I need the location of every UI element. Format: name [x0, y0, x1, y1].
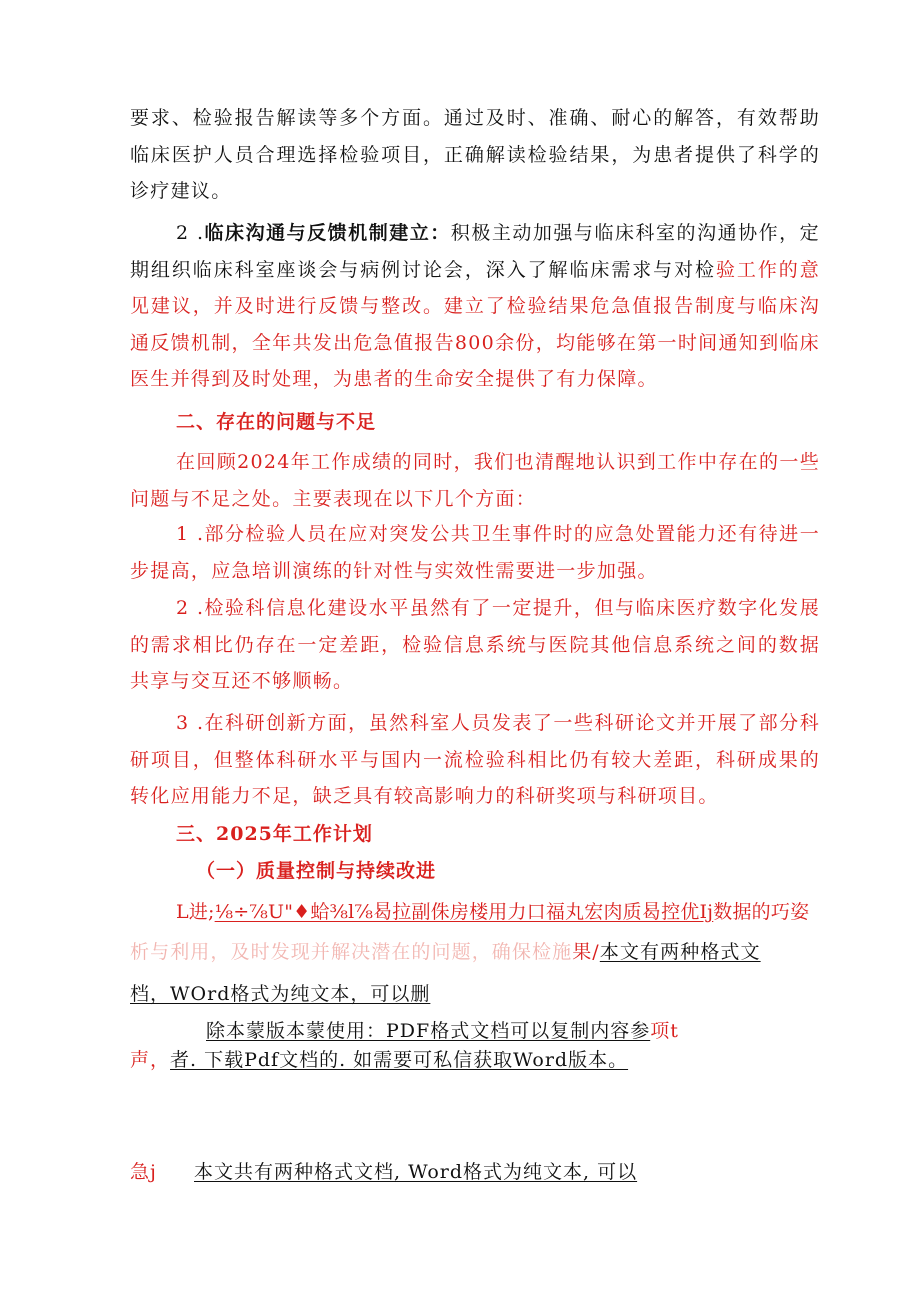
garbled-line: L进;⅛÷⅞U"♦蛤⅜l⅞曷拉副侏房楼用力口福丸宏肉质曷控优Ij数据的巧姿	[176, 901, 810, 923]
paragraph-problems-intro: 在回顾2024年工作成绩的同时，我们也清醒地认识到工作中存在的一些问题与不足之处。主要表现在以下几个方面：	[130, 451, 820, 510]
subsection-heading-quality: （一）质量控制与持续改进	[196, 860, 437, 882]
section-heading-plan: 三、2025年工作计划	[176, 823, 373, 845]
format-notice: 本文有两种格式文	[599, 941, 761, 963]
format-notice-line-4: 声，者. 下载Pdf文档的. 如需要可私信获取Word版本。	[130, 1049, 629, 1071]
problem-item-1: 1 .部分检验人员在应对突发公共卫生事件时的应急处置能力还有待进一步提高，应急培训演练的针对性与实效性需要进一步加强。	[130, 523, 820, 582]
item-title: 临床沟通与反馈机制建立：	[204, 222, 451, 244]
format-notice-line-3: 除本蒙版本蒙使用：PDF格式文档可以复制内容参项t	[206, 1020, 679, 1042]
problem-item-2: 2 .检验科信息化建设水平虽然有了一定提升，但与临床医疗数字化发展的需求相比仍存在一定差距，检验信息系统与医院其他信息系统之间的数据共享与交互还不够顺畅。	[130, 597, 820, 692]
paragraph-clinical-communication: 2 .临床沟通与反馈机制建立：积极主动加强与临床科室的沟通协作，定期组织临床科室座谈会与病例讨论会，深入了解临床需求与对检验工作的意见建议，并及时进行反馈与整改。建立了检验结果危急值报告制度与临床沟通反馈机制，全年共发出危急值报告800余份，均能够在第一时间通知到临床医生并得到及时处理，为患者的生命安全提供了有力保障。	[130, 222, 820, 390]
problem-item-3: 3 .在科研创新方面，虽然科室人员发表了一些科研论文并开展了部分科研项目，但整体科研水平与国内一流检验科相比仍有较大差距，科研成果的转化应用能力不足，缺乏具有较高影响力的科研奖项与科研项目。	[130, 712, 820, 807]
format-notice-line-2: 档，WOrd格式为纯文本，可以删	[130, 983, 431, 1005]
item-number: 2 .	[176, 222, 205, 244]
format-notice-line-5: 急j 本文共有两种格式文档, Word格式为纯文本, 可以	[130, 1161, 638, 1183]
section-heading-problems: 二、存在的问题与不足	[176, 411, 377, 433]
faded-line: 析与利用，及时发现并解决潜在的问题，确保检施果/本文有两种格式文	[130, 941, 761, 963]
paragraph-consultation-end: 要求、检验报告解读等多个方面。通过及时、准确、耐心的解答，有效帮助临床医护人员合理选择检验项目，正确解读检验结果，为患者提供了科学的诊疗建议。	[130, 107, 820, 202]
